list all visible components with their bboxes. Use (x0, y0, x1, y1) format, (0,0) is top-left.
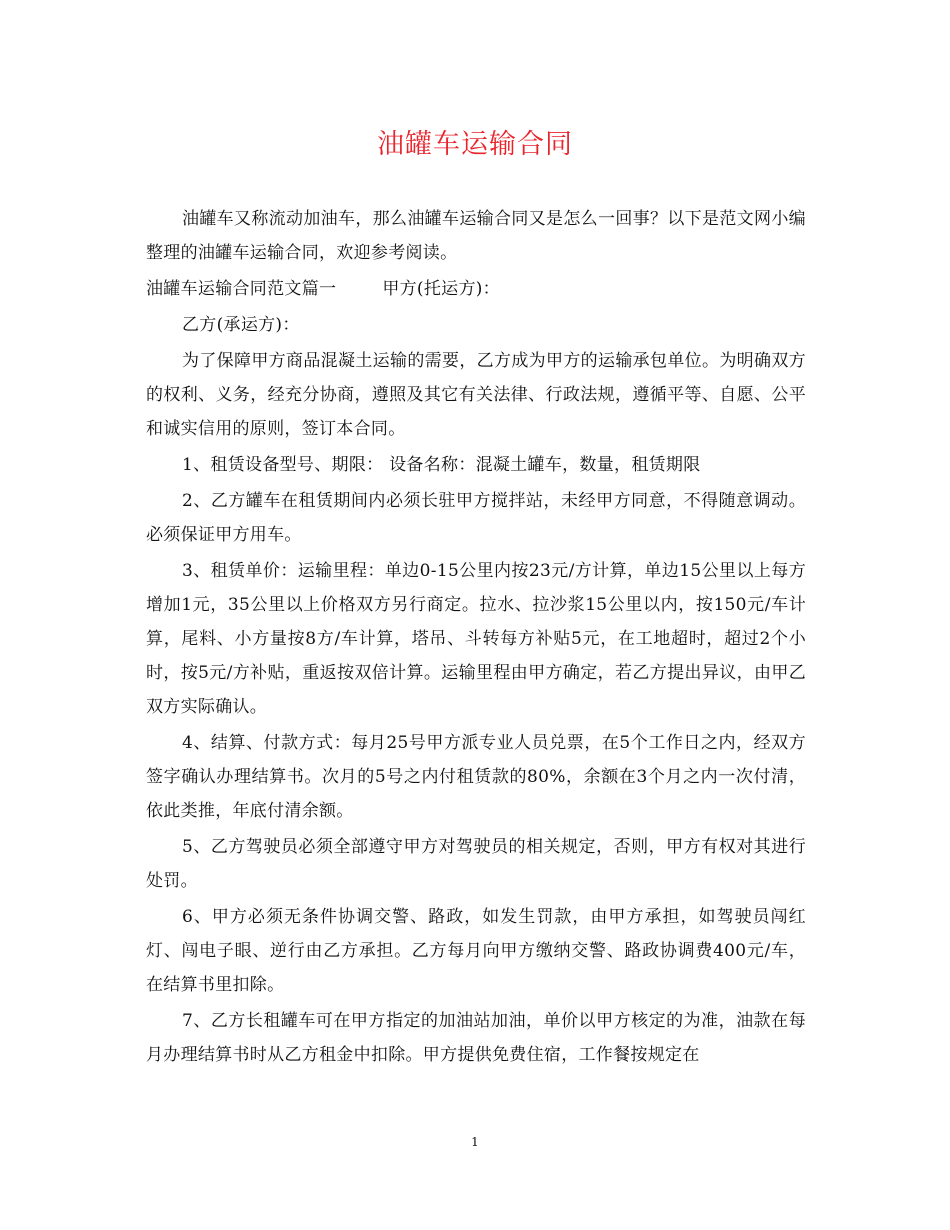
party-a-label: 甲方(托运方)： (382, 279, 500, 299)
clause-3: 3、租赁单价：运输里程：单边0-15公里内按23元/方计算，单边15公里以上每方增加1元，35公里以上价格双方另行商定。拉水、拉沙浆15公里以内，按150元/车计算，尾料、小方量按8方/车计算，塔吊、斗转每方补贴5元，在工地超时，超过2个小时，按5元/方补贴，重返按双倍计算。运输里程由甲方确定，若乙方提出异议，由甲乙双方实际确认。 (146, 561, 806, 717)
preamble-paragraph: 为了保障甲方商品混凝土运输的需要，乙方成为甲方的运输承包单位。为明确双方的权利、义务，经充分协商，遵照及其它有关法律、行政法规，遵循平等、自愿、公平和诚实信用的原则，签订本合同。 (146, 351, 806, 439)
section-heading-line (146, 272, 806, 306)
clause-7: 7、乙方长租罐车可在甲方指定的加油站加油，单价以甲方核定的为准，油款在每月办理结算书时从乙方租金中扣除。甲方提供免费住宿，工作餐按规定在 (146, 1011, 806, 1065)
clause-5: 5、乙方驾驶员必须全部遵守甲方对驾驶员的相关规定，否则，甲方有权对其进行处罚。 (146, 837, 806, 891)
document-title: 油罐车运输合同 (377, 129, 573, 160)
document-body (146, 202, 806, 1074)
section-title: 油罐车运输合同范文篇一 (146, 279, 337, 299)
clause-4: 4、结算、付款方式：每月25号甲方派专业人员兑票，在5个工作日之内，经双方签字确认办理结算书。次月的5号之内付租赁款的80%，余额在3个月之内一次付清，依此类推，年底付清余额。 (146, 733, 806, 821)
clause-6: 6、甲方必须无条件协调交警、路政，如发生罚款，由甲方承担，如驾驶员闯红灯、闯电子眼、逆行由乙方承担。乙方每月向甲方缴纳交警、路政协调费400元/车，在结算书里扣除。 (146, 907, 806, 995)
clause-1: 1、租赁设备型号、期限： 设备名称：混凝土罐车，数量，租赁期限 (182, 455, 701, 475)
party-b-label: 乙方(承运方)： (182, 315, 300, 335)
intro-paragraph: 油罐车又称流动加油车，那么油罐车运输合同又是怎么一回事？以下是范文网小编整理的油罐车运输合同，欢迎参考阅读。 (146, 209, 806, 263)
clause-2: 2、乙方罐车在租赁期间内必须长驻甲方搅拌站，未经甲方同意，不得随意调动。必须保证甲方用车。 (146, 491, 806, 545)
page-number: 1 (471, 1135, 479, 1149)
